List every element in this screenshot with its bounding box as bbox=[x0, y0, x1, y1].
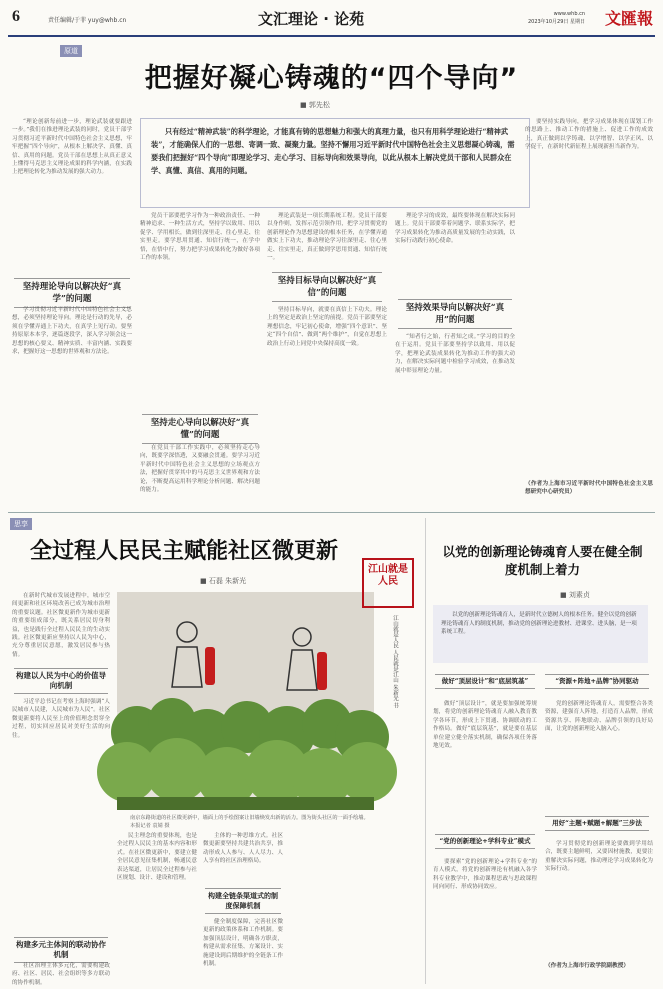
subheading bbox=[545, 672, 649, 691]
subheading-text: 坚持效果导向以解决好“真用”的问题 bbox=[405, 303, 505, 325]
byline: ■ 刘素贞 bbox=[560, 591, 590, 599]
subheading bbox=[272, 270, 382, 304]
headline: 全过程人民民主赋能社区微更新 bbox=[30, 539, 339, 564]
subheading bbox=[142, 412, 258, 446]
issue-date: 2023年10月29日 星期日 bbox=[527, 19, 585, 25]
article-column: 学习贯彻习近平新时代中国特色社会主义思想，必须坚持理论导向。理论是行动的先导，必须在学懂弄通上下功夫，在真学上见行动。要坚持原原本本学，逐篇逐段学，深入学习领会这一思想的核心要义、精神实质、丰富内涵、实践要求，把握好这一思想的世界观和方法论。 bbox=[12, 307, 132, 356]
subheading-text: “党的创新理论+学科专业”模式 bbox=[439, 837, 531, 845]
article-column: 习近平总书记在考察上海时强调“人民城市人民建，人民城市为人民”。社区微更新要将人民至上的价值理念贯穿全过程，切实回应居民对美好生活的向往。 bbox=[12, 699, 110, 739]
column-tag: 思享 bbox=[10, 518, 32, 530]
subheading bbox=[205, 886, 281, 916]
header-meta bbox=[528, 10, 585, 26]
subheading-text: 用好“主题+赋题+解题”三步法 bbox=[552, 819, 642, 827]
subheading bbox=[398, 297, 512, 331]
author-note: （作者为上海市行政学院副教授） bbox=[545, 963, 629, 969]
article-column: 健全制度保障，完善社区微更新的政策体系和工作机制。要加强顶层设计，明确各方职责，构建从需求征集、方案设计、实施建设到后期维护的全链条工作机制。 bbox=[203, 919, 283, 968]
article-column: 要探索“党的创新理论+学科专业”的育人模式，将党的创新理论有机融入各学科专业教学中，推动课程思政与思政课程同向同行、形成协同效应。 bbox=[433, 859, 537, 891]
column-divider bbox=[425, 518, 426, 984]
article-column: 民主理念的重要体现，也是全过程人民民主的基本内容和形式。在社区微更新中，要建立健全居民意见征集机制，畅通民意表达渠道，让居民全过程参与社区规划、设计、建设和管理。 bbox=[117, 833, 197, 882]
article-column: 党员干部要把学习作为一种政治责任、一种精神追求、一种生活方式，坚持学以致用、用以促学、学用相长，做到往深里走、往心里走、往实里走。要学思用贯通、知信行统一，在学中悟，在悟中行，努力把学习成果转化为做好各项工作的本领。 bbox=[140, 213, 260, 262]
subheading-text: “资源+阵地+品牌”协同驱动 bbox=[555, 677, 639, 685]
subheading-text: 构建全链条渠道式的制度保障机制 bbox=[208, 891, 278, 910]
subheading-text: 做好“顶层设计”和“底层筑基” bbox=[441, 677, 529, 685]
byline: ■ 石磊 朱新光 bbox=[200, 577, 247, 585]
page-header bbox=[8, 6, 655, 34]
calligraphy-seal: 江山就是人民 bbox=[362, 558, 414, 608]
subheading-text: 构建以人民为中心的价值导向机制 bbox=[16, 671, 106, 690]
article-column: 理论武装是一项长期系统工程。党员干部要以身作则，发挥示范引领作用，把学习贯彻党的创新理论作为思想建设的根本任务，在学懂弄通做实上下功夫，推动理论学习往深里走、往心里走、往实里走，真正做到学思用贯通、知信行统一。 bbox=[267, 213, 387, 262]
photo-caption: 南京东路街道的社区微更新中，墙面上的手绘图案让旧墙焕发出新的活力。图为街头社区的一面手绘墙。本报记者 袁婧 摄 bbox=[130, 815, 369, 829]
website: www.whb.cn bbox=[553, 11, 585, 17]
article-column: 做好“顶层设计”，就是要加强统筹规划，将党的创新理论铸魂育人融入教育教学各环节，形成上下贯通、协调联动的工作格局。做好“底层筑基”，就是要在基层单位建立健全落实机制，确保各项任务落地见效。 bbox=[433, 701, 537, 750]
article-column: “知者行之始，行者知之成。”学习的目的全在于运用。党员干部要坚持学以致用、用以促学，把理论武装成果转化为推动工作的强大动力，在解决实际问题中检验学习成效，在推动发展中彰显理论力量。 bbox=[395, 334, 515, 374]
article-column: 理论学习的成效，最终要体现在解决实际问题上。党员干部要带着问题学、联系实际学，把学习成果转化为推动高质量发展的生动实践，以实际行动践行初心使命。 bbox=[395, 213, 515, 245]
headline: 以党的创新理论铸魂育人要在健全制度机制上着力 bbox=[442, 544, 643, 577]
section-title: 文汇理论 · 论苑 bbox=[258, 10, 365, 28]
article-column: 坚持目标导向，就要在真信上下功夫。理论上的坚定是政治上坚定的前提。党员干部要坚定理想信念，牢记初心使命，增强“四个意识”、坚定“四个自信”、做到“两个维护”，自觉在思想上政治上行动上同党中央保持高度一致。 bbox=[267, 307, 387, 347]
header-rule bbox=[8, 35, 655, 37]
article-column: 社区治理主体多元化，需要构建政府、社区、居民、社会组织等多方联动的协作机制。 bbox=[12, 963, 110, 986]
calligraphy-inscription: 江山就是人民 人民就是江山 朱新光 书 bbox=[392, 615, 398, 709]
street-photo bbox=[117, 592, 374, 810]
column-tag: 原道 bbox=[60, 45, 82, 57]
subheading bbox=[14, 276, 130, 310]
article-column: 要坚持实践导向，把学习成果体现在谋划工作的思路上、推动工作的措施上、促进工作的成效上，真正做到以学铸魂、以学增智、以学正风、以学促干，在新时代新征程上展现新担当新作为。 bbox=[525, 119, 653, 151]
intro-box: 以党的创新理论铸魂育人，是新时代立德树人的根本任务。健全以党的创新理论铸魂育人的制度机制，推动党的创新理论进教材、进课堂、进头脑，是一项系统工程。 bbox=[433, 605, 648, 663]
subheading-text: 坚持走心导向以解决好“真懂”的问题 bbox=[150, 418, 250, 440]
article-column: 主体的一种思维方式。社区微更新要坚持共建共治共享，推动形成人人参与、人人尽力、人人享有的社区治理格局。 bbox=[203, 833, 283, 865]
subheading bbox=[435, 832, 535, 851]
article-column: 学习贯彻党的创新理论要做到学用结合，既要主题鲜明，又要因材施教，更要注重解决实际问题，推动理论学习成果转化为实际行动。 bbox=[545, 841, 653, 873]
subheading-text: 坚持理论导向以解决好“真学”的问题 bbox=[22, 282, 122, 304]
article-column: 党的创新理论铸魂育人，需要整合各类资源，建强育人阵地，打造育人品牌，形成资源共享、阵地联动、品牌引领的良好局面，让党的创新理论入脑入心。 bbox=[545, 701, 653, 733]
newspaper-logo: 文匯報 bbox=[604, 9, 653, 28]
lead-paragraph: 只有经过“精神武装”的科学理论，才能真有铸的思想魅力和强大的真理力量，也只有用科学理论进行“精神武装”，才能确保人们的一思想、寄调一致、凝聚力量。坚持不懈用习近平新时代中国特色社会主义思想凝心铸魂，需要我们把握好“四个导向”即理论学习、走心学习、目标导向和效果导向，以此从根本上解决党员干部和人民群众在学、真懂、真信、真用的问题。 bbox=[140, 118, 530, 208]
author-note: （作者为上海市习近平新时代中国特色社会主义思想研究中心研究员） bbox=[525, 481, 653, 496]
subheading bbox=[435, 672, 535, 691]
subheading-text: 构建多元主体间的联动协作机制 bbox=[16, 940, 106, 959]
section-divider bbox=[8, 512, 655, 513]
article-column: 在新时代城市发展进程中，城市空间更新和社区环境改善已成为城市治理的重要议题。社区微更新作为城市更新的重要组成部分，既关系居民切身利益，也是践行全过程人民民主的生动实践。社区微更新应坚持以人民为中心，充分尊重居民意愿，激发居民参与热情。 bbox=[12, 593, 110, 658]
subheading bbox=[14, 935, 108, 965]
subheading-text: 坚持目标导向以解决好“真信”的问题 bbox=[277, 276, 377, 298]
editors-line: 责任编辑/于菲 yuy@whb.cn bbox=[48, 17, 127, 24]
article-column: 在党员干部工作实践中，必须坚持走心导向，既要学深悟透，又要融会贯通。要学习习近平新时代中国特色社会主义思想的立场观点方法，把握好贯穿其中的马克思主义世界观和方法论，不断提高运用科学理论分析问题、解决问题的能力。 bbox=[140, 445, 260, 494]
byline: ■ 郭先松 bbox=[300, 101, 330, 109]
article-column: “理论创新每前进一步，理论武装就要跟进一步。”我们在推进理论武装的同时，党员干部学习贯彻习近平新时代中国特色社会主义思想，牢牢把握“四个导向”，从根本上解决学、真懂、真信、真用的问题。党员干部在思想上从真正意义上懂得马克思主义理论成果的科学内涵，在实践上把理论转化为推动发展的强大动力。 bbox=[12, 119, 132, 176]
headline: 把握好凝心铸魂的“四个导向” bbox=[144, 63, 519, 94]
page-number: 6 bbox=[12, 8, 20, 25]
subheading bbox=[545, 814, 649, 833]
subheading bbox=[14, 666, 108, 696]
